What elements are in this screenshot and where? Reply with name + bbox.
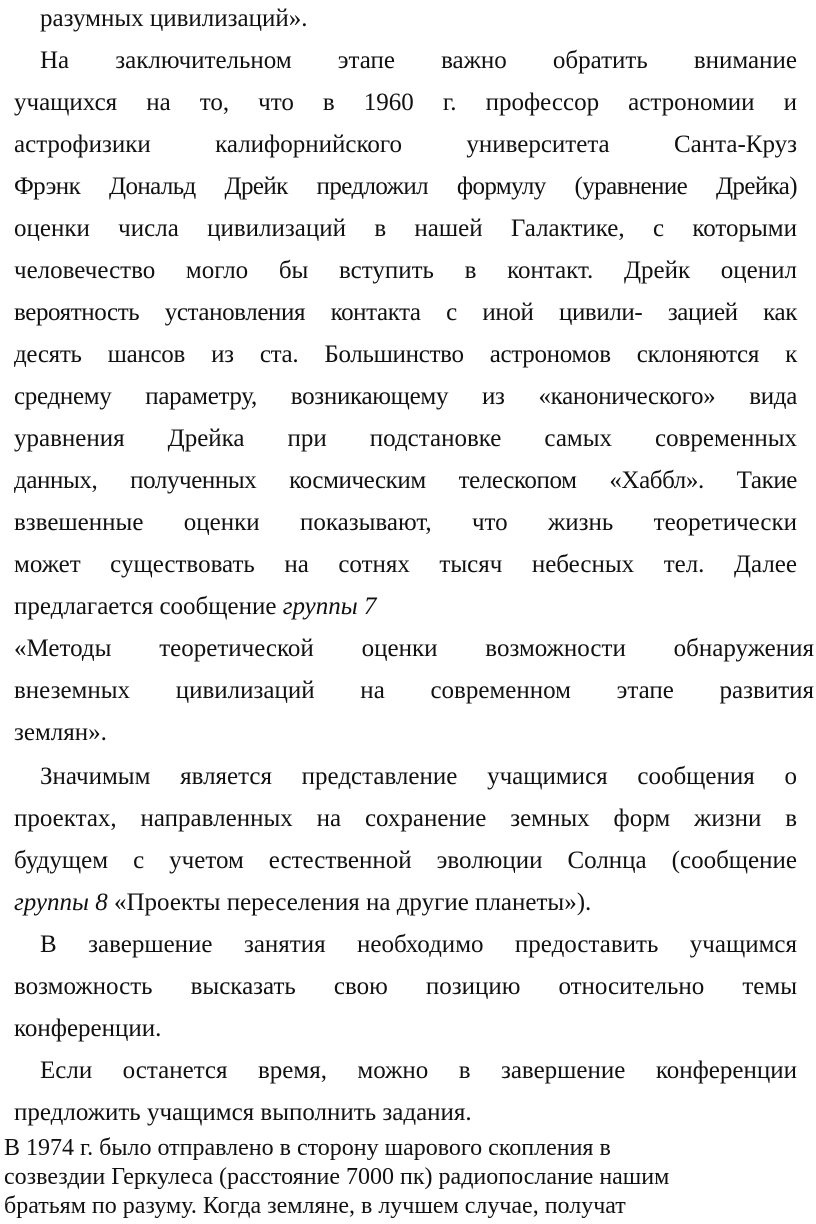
text-line: «Методы теоретической оценки возможности обнаружения — [14, 635, 814, 662]
text-line: вероятность установления контакта с иной цивили- зацией как — [14, 299, 797, 326]
text-line: оценки числа цивилизаций в нашей Галактике, с которыми — [14, 215, 797, 242]
text-line: десять шансов из ста. Большинство астрономов склоняются к — [14, 341, 797, 368]
text-line: человечество могло бы вступить в контакт. Дрейк оценил — [14, 257, 797, 284]
text-line: Фрэнк Дональд Дрейк предложил формулу (уравнение Дрейка) — [14, 173, 797, 200]
text-line: среднему параметру, возникающему из «канонического» вида — [14, 383, 797, 410]
text-line: данных, полученных космическим телескопом «Хаббл». Такие — [14, 467, 797, 494]
text-line: может существовать на сотнях тысяч небесных тел. Далее — [14, 551, 797, 578]
text-line: Если останется время, можно в завершение конференции — [40, 1057, 797, 1084]
text-line: конференции. — [14, 1015, 162, 1042]
text-line: астрофизики калифорнийского университета Санта-Круз — [14, 131, 797, 158]
text-line: учащихся на то, что в 1960 г. профессор астрономии и — [14, 89, 797, 116]
group-8-title-text: «Проекты переселения на другие планеты»). — [107, 889, 592, 916]
text-line: возможность высказать свою позицию относительно темы — [14, 973, 797, 1000]
intro-line: разумных цивилизаций». — [40, 5, 308, 32]
text-line — [14, 592, 376, 622]
text-line: братьям по разуму. Когда земляне, в лучшем случае, получат — [4, 1193, 626, 1219]
text-line: уравнения Дрейка при подстановке самых современных — [14, 425, 797, 452]
text-line: взвешенные оценки показывают, что жизнь теоретически — [14, 509, 797, 536]
text-line: Значимым является представление учащимися сообщения о — [40, 763, 797, 790]
text-line: будущем с учетом естественной эволюции Солнца (сообщение — [14, 847, 797, 874]
text-line: На заключительном этапе важно обратить внимание — [40, 47, 797, 74]
text-line: предложить учащимся выполнить задания. — [14, 1099, 472, 1126]
text-line: землян». — [14, 719, 107, 746]
text-line: В 1974 г. было отправлено в сторону шарового скопления в — [4, 1135, 611, 1161]
text-line: созвездии Геркулеса (расстояние 7000 пк) радиопослание нашим — [4, 1164, 670, 1190]
text-line: проектах, направленных на сохранение земных форм жизни в — [14, 805, 797, 832]
text-line — [14, 888, 591, 918]
group-7-lead-text: предлагается сообщение — [14, 593, 283, 620]
group-8-label: группы 8 — [14, 889, 108, 916]
group-7-label: группы 7 — [282, 593, 377, 620]
text-line: В завершение занятия необходимо предоставить учащимся — [40, 931, 797, 958]
text-line: внеземных цивилизаций на современном этапе развития — [14, 677, 814, 704]
